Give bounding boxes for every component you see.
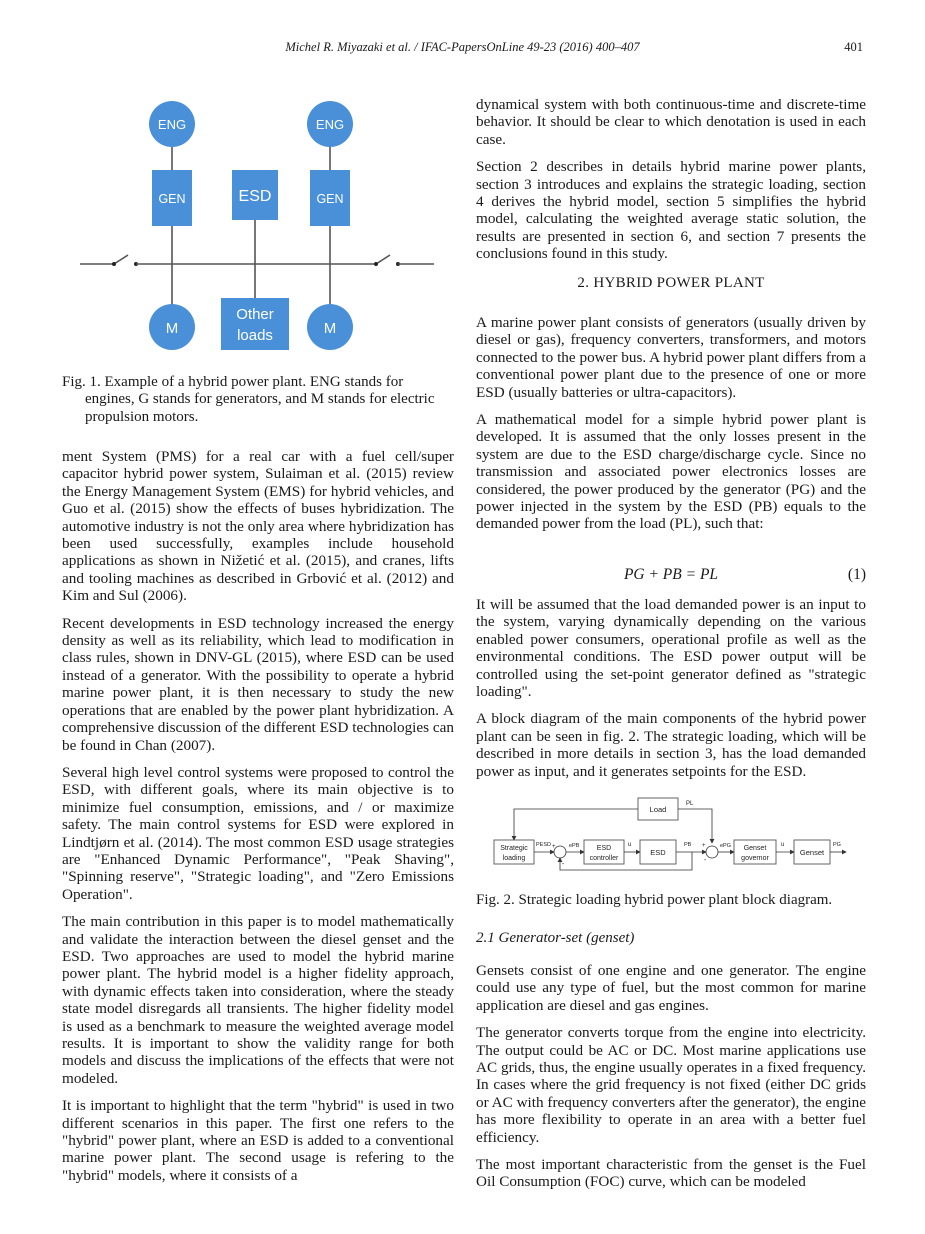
summing-junction-1 bbox=[554, 846, 566, 858]
other-loads-label-line2: loads bbox=[237, 327, 273, 344]
breaker-left-pivot bbox=[112, 262, 116, 266]
breaker-right bbox=[376, 255, 390, 264]
equation-1 bbox=[476, 566, 866, 586]
page-number: 401 bbox=[844, 40, 863, 54]
engine-left-label: ENG bbox=[157, 117, 187, 132]
pesd-label: PESD bbox=[536, 842, 551, 848]
paragraph: ment System (PMS) for a real car with a fuel cell/super capacitor hybrid power system, Sulaiman et al. (2015) review the Energy Management System (EMS) for hybrid vehicles, and Guo et al. (2015) show the effects of buses hybridization. The automotive industry is not the only area where hybridization has been used successfully, examples include household applications as shown in Nižetić et al. (2015), and cranes, lifts and tooling machines as described in Grbović et al. (2012) and Kim and Sul (2006). bbox=[62, 448, 454, 605]
generator-left-label: GEN bbox=[158, 192, 186, 206]
summing-junction-2 bbox=[706, 846, 718, 858]
figure-2-caption: Fig. 2. Strategic loading hybrid power plant block diagram. bbox=[476, 892, 833, 908]
esd-controller-label-line2: controller bbox=[589, 855, 619, 862]
strategic-label-line1: Strategic bbox=[500, 845, 528, 852]
paragraph: A block diagram of the main components of the hybrid power plant can be seen in fig. 2. The strategic loading, which will be described in more details in section 3, has the load demanded power as input, and it generates setpoints for the ESD. bbox=[476, 710, 866, 780]
load-label: Load bbox=[649, 805, 667, 814]
subsection-title: 2.1 Generator-set (genset) bbox=[476, 930, 635, 946]
pg-label: PG bbox=[833, 842, 841, 848]
u1-label: u bbox=[628, 842, 632, 848]
paragraph: The generator converts torque from the engine into electricity. The output could be AC or DC. Most marine applications use AC grids, thus, the engine usually operates in a fixed frequency. In cases where the grid frequency is not fixed (either DC grids or AC with frequency converters after the generator), the engine has more flexibility to operate in an area with a better fuel efficiency. bbox=[476, 1024, 866, 1146]
right-column-bottom bbox=[476, 962, 866, 1201]
breaker-right-pivot bbox=[374, 262, 378, 266]
paragraph: Gensets consist of one engine and one generator. The engine could use any type of fuel, but the most common for marine application are diesel and gas engines. bbox=[476, 962, 866, 1014]
figure-1-caption-label: Fig. 1. bbox=[62, 374, 101, 390]
figure-1-hybrid-power-plant bbox=[80, 92, 434, 360]
paragraph: A marine power plant consists of generators (usually driven by diesel or gas), frequency converters, transformers, and motors connected to the power bus. A hybrid power plant differs from a conventional power plant due to the presence of one or more ESD (usually batteries or ultra-capacitors). bbox=[476, 314, 866, 401]
governor-label-line2: governor bbox=[741, 855, 769, 862]
esd-controller-label-line1: ESD bbox=[596, 845, 612, 852]
left-column bbox=[62, 448, 454, 1194]
paragraph: Recent developments in ESD technology increased the energy density as well as its reliability, which lead to modification in class rules, shown in DNV-GL (2015), where ESD can be used instead of a generator. With the possibility to operate a hybrid marine power plant, it is then necessary to study the new operations that are enabled by the power plant hybridization. A comprehensive discussion of the different ESD technologies can be found in Chan (2007). bbox=[62, 614, 454, 754]
breaker-left bbox=[114, 255, 128, 264]
load-to-sum2-arrow bbox=[678, 809, 712, 843]
sum2-plus: + bbox=[702, 843, 706, 849]
paragraph: dynamical system with both continuous-time and discrete-time behavior. It should be clear to which denotation is used in each case. bbox=[476, 96, 866, 148]
governor-label-line1: Genset bbox=[743, 845, 767, 852]
generator-right-label: GEN bbox=[316, 192, 344, 206]
right-column-middle bbox=[476, 314, 866, 543]
paragraph: Section 2 describes in details hybrid marine power plants, section 3 introduces and explains the strategic loading, section 4 derives the hybrid model, section 5 simplifies the hybrid model, calculating the weighted average static solution, the results are presented in section 6, and section 7 presents the conclusions found in this study. bbox=[476, 158, 866, 263]
right-column-top bbox=[476, 96, 866, 273]
equation-body: PG + PB = PL bbox=[623, 566, 719, 583]
load-to-strategic-arrow bbox=[514, 809, 638, 840]
sum1-minus: - bbox=[562, 861, 565, 868]
paragraph: A mathematical model for a simple hybrid power plant is developed. It is assumed that the only losses present in the system are due to the ESD charge/discharge cycle. Since no transmission and associated power electronics losses are considered, the power produced by the generator (PG) and the power injected in the system by the ESD (PB) equals to the demanded power from the load (PL), such that: bbox=[476, 411, 866, 533]
section-title: 2. HYBRID POWER PLANT bbox=[577, 275, 765, 291]
equation-number: (1) bbox=[847, 566, 866, 583]
pb-label: PB bbox=[684, 842, 692, 848]
figure-2-block-diagram bbox=[492, 796, 848, 874]
figure-1-caption bbox=[62, 374, 454, 426]
u2-label: u bbox=[781, 842, 785, 848]
strategic-label-line2: loading bbox=[502, 855, 526, 862]
engine-right-label: ENG bbox=[315, 117, 345, 132]
paragraph: It will be assumed that the load demanded power is an input to the system, varying dynamically depending on the various enabled power consumers, operational profile as well as the environmental conditions. The ESD power output will be controlled using the set-point generator defined as "strategic loading". bbox=[476, 596, 866, 701]
paragraph: The most important characteristic from the genset is the Fuel Oil Consumption (FOC) curve, which can be modeled bbox=[476, 1156, 866, 1191]
paragraph: It is important to highlight that the term "hybrid" is used in two different scenarios in this paper. The first one refers to the "hybrid" power plant, where an ESD is added to a conventional marine power plant. The second usage is refering to the "hybrid" models, where it consists of a bbox=[62, 1097, 454, 1184]
paragraph: The main contribution in this paper is to model mathematically and validate the interaction between the diesel genset and the ESD. Two approaches are used to model the hybrid marine power plant. The hybrid model is a higher fidelity approach, with dynamic effects taken into consideration, where the steady state model disregards all transients. The higher fidelity model is used as a benchmark to measure the weighted average model results. It is important to show the validity range for both models and discuss the implications of the effects that were not modeled. bbox=[62, 913, 454, 1087]
page-header bbox=[0, 40, 925, 56]
sum1-plus: + bbox=[552, 844, 556, 850]
genset-label: Genset bbox=[799, 848, 825, 857]
motor-right-label: M bbox=[323, 320, 337, 337]
right-column-after-equation bbox=[476, 596, 866, 790]
epb-label: ePB bbox=[569, 843, 580, 849]
esd-label: ESD bbox=[238, 188, 272, 205]
paragraph: Several high level control systems were proposed to control the ESD, with different goals, where its main objective is to minimize fuel consumption, emissions, and / or maximize safety. The main control systems for ESD were explored in Lindtjørn et al. (2014). The most common ESD usage strategies are "Enhanced Dynamic Performance", "Peak Shaving", "Spinning reserve", "Strategic loading", and "Zero Emissions Operation". bbox=[62, 763, 454, 903]
motor-left-label: M bbox=[165, 320, 179, 337]
sum2-minus: - bbox=[704, 857, 707, 864]
epg-label: ePG bbox=[720, 843, 732, 849]
figure-1-caption-text: Example of a hybrid power plant. ENG stands for engines, G stands for generators, and M stands for electric propulsion motors. bbox=[85, 374, 435, 425]
other-loads-label-line1: Other bbox=[236, 306, 274, 323]
running-head: Michel R. Miyazaki et al. / IFAC-PapersOnLine 49-23 (2016) 400–407 bbox=[285, 40, 640, 54]
esd-block-label: ESD bbox=[650, 848, 666, 857]
pl-label: PL bbox=[686, 801, 694, 807]
